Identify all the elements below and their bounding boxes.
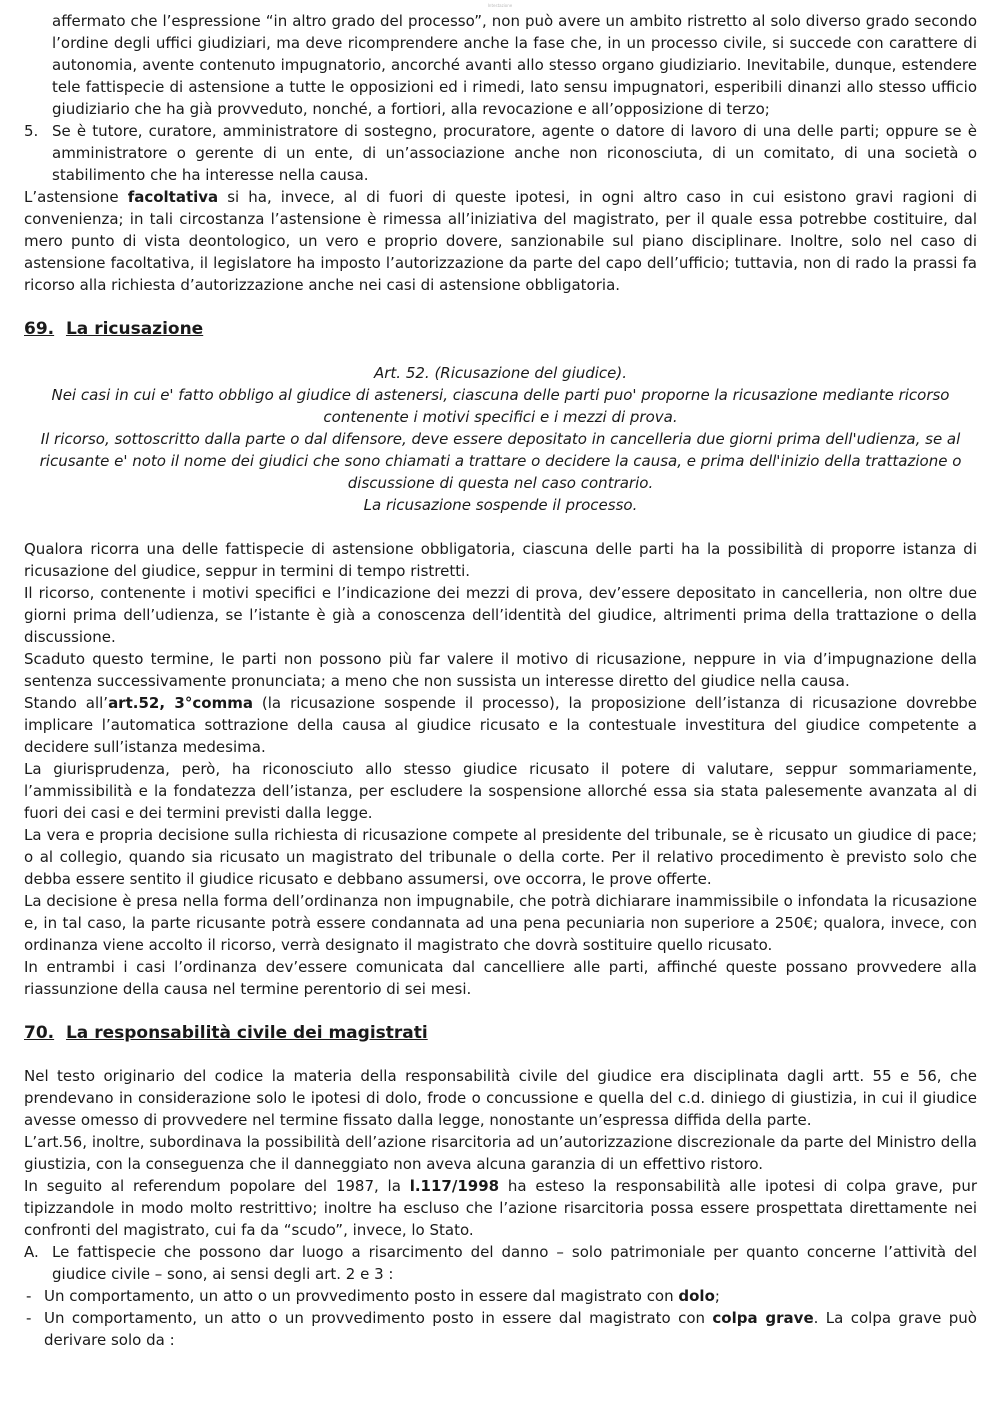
- body-paragraph: La vera e propria decisione sulla richiesta di ricusazione compete al presidente del tribunale, se è ricusato un giudice di pace; o al collegio, quando sia ricusato un magistrato del tribunale o della corte. Per il relativo procedimento è previsto solo che debba essere sentito il giudice ricusato e debbano assumersi, ove occorra, le prove offerte.: [24, 826, 977, 888]
- list-marker: A.: [24, 1243, 39, 1261]
- section-title: La responsabilità civile dei magistrati: [65, 1023, 428, 1043]
- list-item-text: Se è tutore, curatore, amministratore di sostegno, procuratore, agente o datore di lavoro di una delle parti; oppure se è amministratore o gerente di un ente, di un’associazione anche non riconosciuta, di un comitato, di una società o stabilimento che ha interesse nella causa.: [52, 122, 977, 184]
- dash-marker: -: [26, 1309, 32, 1327]
- body-paragraph: Scaduto questo termine, le parti non possono più far valere il motivo di ricusazione, neppure in via d’impugnazione della sentenza successivamente pronunciata; a meno che non sussista un interesse diretto del giudice nella causa.: [24, 650, 977, 690]
- body-paragraph: [24, 1175, 977, 1241]
- article-heading: Art. 52. (Ricusazione del giudice).: [373, 364, 628, 382]
- body-paragraph: [24, 692, 977, 758]
- text-span: In seguito al referendum popolare del 1987, la: [24, 1177, 410, 1195]
- bold-term: colpa grave: [712, 1309, 814, 1327]
- document-page: [24, 10, 977, 1351]
- dash-item: [24, 1307, 977, 1351]
- carryover-paragraph: affermato che l’espressione “in altro grado del processo”, non può avere un ambito ristretto al solo diverso grado secondo l’ordine degli uffici giudiziari, ma deve ricomprendere anche la fase che, in un processo civile, si succede con carattere di autonomia, avente contenuto impugnatorio, ancorché avanti allo stesso organo giudiziario. Inevitabile, dunque, estendere tele fattispecie di astensione a tutte le opposizioni ed i rimedi, lato sensu impugnatori, esperibili dinanzi allo stesso ufficio giudiziario che ha già provveduto, nonché, a fortiori, alla revocazione e all’opposizione di terzo;: [52, 12, 977, 118]
- list-item-text: Le fattispecie che possono dar luogo a risarcimento del danno – solo patrimoniale per quanto concerne l’attività del giudice civile – sono, ai sensi degli art. 2 e 3 :: [52, 1243, 977, 1283]
- section-heading-70: [24, 1021, 977, 1045]
- text-span: Un comportamento, un atto o un provvedimento posto in essere dal magistrato con: [44, 1287, 679, 1305]
- dash-marker: -: [26, 1287, 32, 1305]
- section-title: La ricusazione: [65, 319, 204, 339]
- dash-item: [24, 1285, 977, 1307]
- article-paragraph: Nei casi in cui e' fatto obbligo al giudice di astenersi, ciascuna delle parti puo' proporne la ricusazione mediante ricorso contenente i motivi specifici e i mezzi di prova.: [51, 386, 950, 426]
- bold-term: facoltativa: [127, 188, 219, 206]
- text-span: ha esteso la responsabilità alle ipotesi di colpa grave, pur tipizzandole in modo molto restrittivo; inoltre ha escluso che l’azione risarcitoria possa essere prospettata direttamente nei confronti del magistrato, cui fa da “scudo”, invece, lo Stato.: [24, 1177, 977, 1239]
- facoltativa-paragraph: [24, 186, 977, 296]
- list-item-a: [24, 1241, 977, 1285]
- text-span: L’astensione: [24, 188, 128, 206]
- bold-term: l.117/1998: [409, 1177, 500, 1195]
- text-span: Un comportamento, un atto o un provvedimento posto in essere dal magistrato con: [44, 1309, 713, 1327]
- body-paragraph: Nel testo originario del codice la materia della responsabilità civile del giudice era disciplinata dagli artt. 55 e 56, che prendevano in considerazione solo le ipotesi di dolo, frode o concussione e quella del c.d. diniego di giustizia, in cui il giudice avesse omesso di provvedere nel termine fissato dalla legge, nonostante un’espressa diffida della parte.: [24, 1067, 977, 1129]
- body-paragraph: In entrambi i casi l’ordinanza dev’essere comunicata dal cancelliere alle parti, affinché queste possano provvedere alla riassunzione della causa nel termine perentorio di sei mesi.: [24, 958, 977, 998]
- list-item-5: [24, 120, 977, 186]
- section-heading-69: [24, 317, 977, 341]
- body-paragraph: La giurisprudenza, però, ha riconosciuto allo stesso giudice ricusato il potere di valutare, seppur sommariamente, l’ammissibilità e la fondatezza dell’istanza, per escludere la sospensione allorché essa sia stata palesemente avanzata al di fuori dei casi e dei termini previsti dalla legge.: [24, 760, 977, 822]
- section-number: 69.: [24, 319, 55, 339]
- text-span: ;: [714, 1287, 720, 1305]
- article-paragraph: Il ricorso, sottoscritto dalla parte o dal difensore, deve essere depositato in cancelleria due giorni prima dell'udienza, se al ricusante e' noto il nome dei giudici che sono chiamati a trattare o decidere la causa, e prima dell'inizio della trattazione o discussione di questa nel caso contrario.: [39, 430, 962, 492]
- text-span: (la ricusazione sospende il processo), la proposizione dell’istanza di ricusazione dovrebbe implicare l’automatica sottrazione della causa al giudice ricusato e la contestuale investitura del giudice competente a decidere sull’istanza medesima.: [24, 694, 977, 756]
- section-69-body: [24, 538, 977, 1000]
- body-paragraph: La decisione è presa nella forma dell’ordinanza non impugnabile, che potrà dichiarare inammissibile o infondata la ricusazione e, in tal caso, la parte ricusante potrà essere condannata ad una pena pecuniaria non superiore a 250€; qualora, invece, con ordinanza viene accolto il ricorso, verrà designato il magistrato che dovrà sostituire quello ricusato.: [24, 892, 977, 954]
- bold-term: art.52, 3°comma: [108, 694, 253, 712]
- text-span: Stando all’: [24, 694, 109, 712]
- article-paragraph: La ricusazione sospende il processo.: [363, 496, 638, 514]
- list-marker: 5.: [24, 122, 39, 140]
- article-quote: [24, 362, 977, 516]
- body-paragraph: Il ricorso, contenente i motivi specifici e l’indicazione dei mezzi di prova, dev’essere depositato in cancelleria, non oltre due giorni prima dell’udienza, se l’istante è già a conoscenza dell’identità del giudice, altrimenti prima della trattazione o della discussione.: [24, 584, 977, 646]
- bold-term: dolo: [678, 1287, 715, 1305]
- section-number: 70.: [24, 1023, 55, 1043]
- page-header-mark: Intestazione: [487, 3, 513, 8]
- body-paragraph: Qualora ricorra una delle fattispecie di astensione obbligatoria, ciascuna delle parti ha la possibilità di proporre istanza di ricusazione del giudice, seppur in termini di tempo ristretti.: [24, 540, 977, 580]
- section-70-body: [24, 1065, 977, 1351]
- text-span: si ha, invece, al di fuori di queste ipotesi, in ogni altro caso in cui esistono gravi ragioni di convenienza; in tali circostanza l’astensione è rimessa all’iniziativa del magistrato, per il quale essa potrebbe costituire, dal mero punto di vista deontologico, un vero e proprio dovere, sanzionabile sul piano disciplinare. Inoltre, solo nel caso di astensione facoltativa, il legislatore ha imposto l’autorizzazione da parte del capo dell’ufficio; tuttavia, non di rado la prassi fa ricorso alla richiesta d’autorizzazione anche nei casi di astensione obbligatoria.: [24, 188, 977, 294]
- text-span: . La colpa grave può derivare solo da :: [44, 1309, 977, 1349]
- body-paragraph: L’art.56, inoltre, subordinava la possibilità dell’azione risarcitoria ad un’autorizzazione discrezionale da parte del Ministro della giustizia, con la conseguenza che il danneggiato non aveva alcuna garanzia di un effettivo ristoro.: [24, 1133, 977, 1173]
